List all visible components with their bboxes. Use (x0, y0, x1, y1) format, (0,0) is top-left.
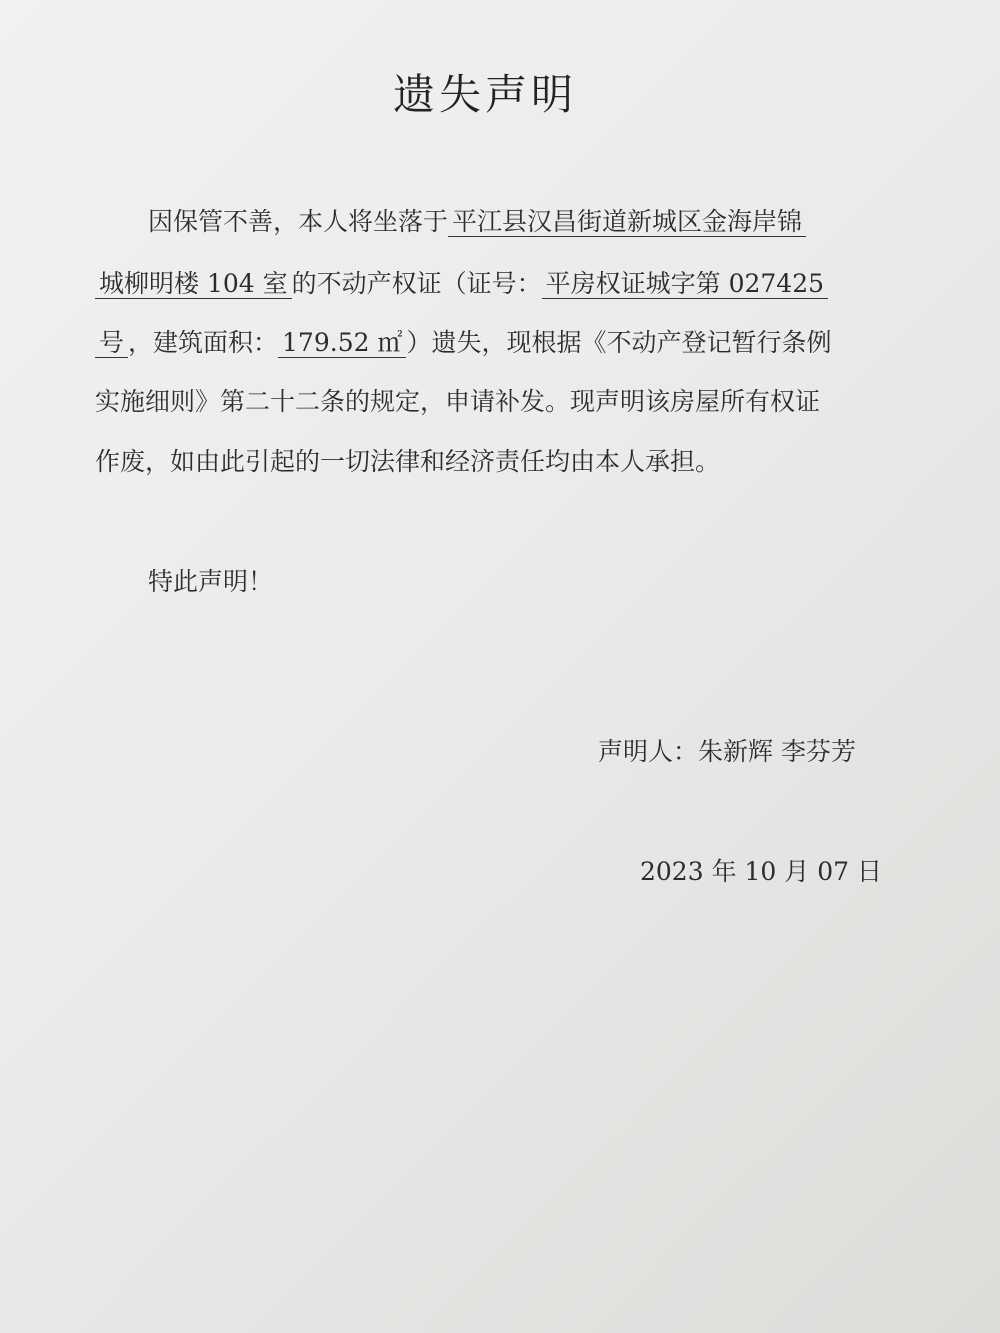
body-line-4: 实施细则》第二十二条的规定，申请补发。现声明该房屋所有权证 (95, 387, 821, 416)
body-line-1 (148, 202, 885, 242)
body-text: 的不动产权证（证号： (291, 269, 542, 298)
certificate-number-field: 平房权证城字第 027425 (542, 269, 828, 299)
document-title: 遗失声明 (392, 70, 577, 119)
area-field: 179.52 ㎡ (278, 328, 406, 358)
body-line-3 (95, 323, 885, 363)
date-line: 2023 年 10 月 07 日 (640, 857, 882, 886)
address-field: 平江县汉昌街道新城区金海岸锦 (448, 207, 806, 237)
body-text: ）遗失，现根据《不动产登记暂行条例 (406, 328, 832, 357)
body-line-5: 作废，如由此引起的一切法律和经济责任均由本人承担。 (95, 447, 721, 476)
body-text: ，建筑面积： (128, 328, 279, 357)
body-text: 因保管不善，本人将坐落于 (148, 207, 449, 236)
address-field-continued: 城柳明楼 104 室 (95, 269, 292, 299)
closing-statement: 特此声明！ (148, 567, 274, 596)
body-line-2 (95, 264, 885, 304)
signer-line: 声明人：朱新辉 李芬芳 (598, 737, 856, 766)
certificate-number-field-continued: 号 (95, 328, 128, 358)
